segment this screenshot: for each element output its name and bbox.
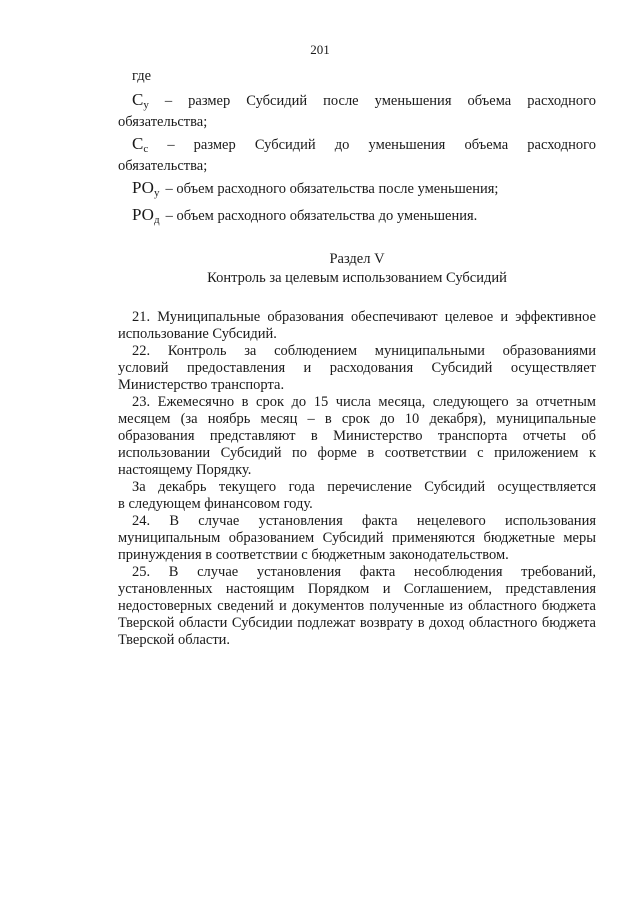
where-label: где [132,68,152,84]
page-number: 201 [310,42,330,57]
paragraph-line: недостоверных сведений и документов полученные из областного бюджета [118,598,596,614]
word: объема [464,137,509,153]
paragraph-line: использовании Субсидий по форме в соответствии с приложением к [118,445,596,461]
variable-description: – объем расходного обязательства после уменьшения; [165,181,499,197]
paragraph-line: в следующем финансовом году. [118,496,313,512]
paragraph-23-continuation [118,479,596,513]
variable-line [118,135,596,158]
word: уменьшения [368,137,446,153]
paragraph-24 [118,513,596,564]
word: расходного [527,93,596,109]
paragraph-line: принуждения в соответствии с бюджетным законодательством. [118,547,509,563]
section-subtitle: Контроль за целевым использованием Субсидий [207,270,507,286]
variable-symbol: $РО_д$ [132,205,160,226]
word: уменьшения [374,93,452,109]
paragraph-line: За декабрь текущего года перечисление Субсидий осуществляется [132,479,596,495]
document-body [118,68,596,649]
paragraph-22 [118,343,596,394]
word: расходного [527,137,596,153]
word: после [323,93,359,109]
paragraph-line: 22. Контроль за соблюдением муниципальными образованиями [132,343,596,359]
word: до [334,137,350,153]
paragraph-line: использование Субсидий. [118,326,277,342]
variable-definition [118,135,596,175]
paragraph-line: Тверской области Субсидии подлежат возврату в доход областного бюджета [118,615,596,631]
word: – [164,93,173,109]
variable-continuation: обязательства; [118,158,208,174]
variable-symbol: $C_с$ [132,134,149,155]
paragraph-23 [118,394,596,479]
paragraph-line: установленных настоящим Порядком и Соглашением, представления [118,581,596,597]
paragraph-21 [118,309,596,343]
variable-continuation: обязательства; [118,114,208,130]
paragraph-line: месяцем (за ноябрь месяц – в срок до 10 декабря), муниципальные [118,411,596,427]
paragraph-line: 25. В случае установления факта несоблюдения требований, [132,564,596,580]
paragraph-25 [118,564,596,649]
word: размер [188,93,231,109]
paragraph-line: Министерство транспорта. [118,377,285,393]
word: Субсидий [246,93,308,109]
variable-symbol: $РО_у$ [132,178,160,199]
paragraph-line: Тверской области. [118,632,231,648]
variable-line [118,91,596,114]
paragraph-line: условий предоставления и расходования Субсидий осуществляет [118,360,596,376]
variable-symbol: $C_у$ [132,90,149,111]
word: – [167,137,175,153]
variable-description: – объем расходного обязательства до уменьшения. [165,208,478,224]
variable-definition [132,206,596,229]
section-title: Раздел V [329,251,385,267]
paragraph-line: 23. Ежемесячно в срок до 15 числа месяца, следующего за отчетным [132,394,596,410]
paragraph-line: 21. Муниципальные образования обеспечивают целевое и эффективное [132,309,596,325]
paragraph-line: 24. В случае установления факта нецелевого использования [132,513,596,529]
paragraph-line: муниципальным образованием Субсидий применяются бюджетные меры [118,530,596,546]
word: Субсидий [254,137,316,153]
variable-definition [118,91,596,131]
word: размер [193,137,236,153]
word: объема [467,93,512,109]
variable-definition [132,179,596,202]
paragraph-line: образования представляют в Министерство транспорта отчеты об [118,428,596,444]
paragraph-line: настоящему Порядку. [118,462,252,478]
